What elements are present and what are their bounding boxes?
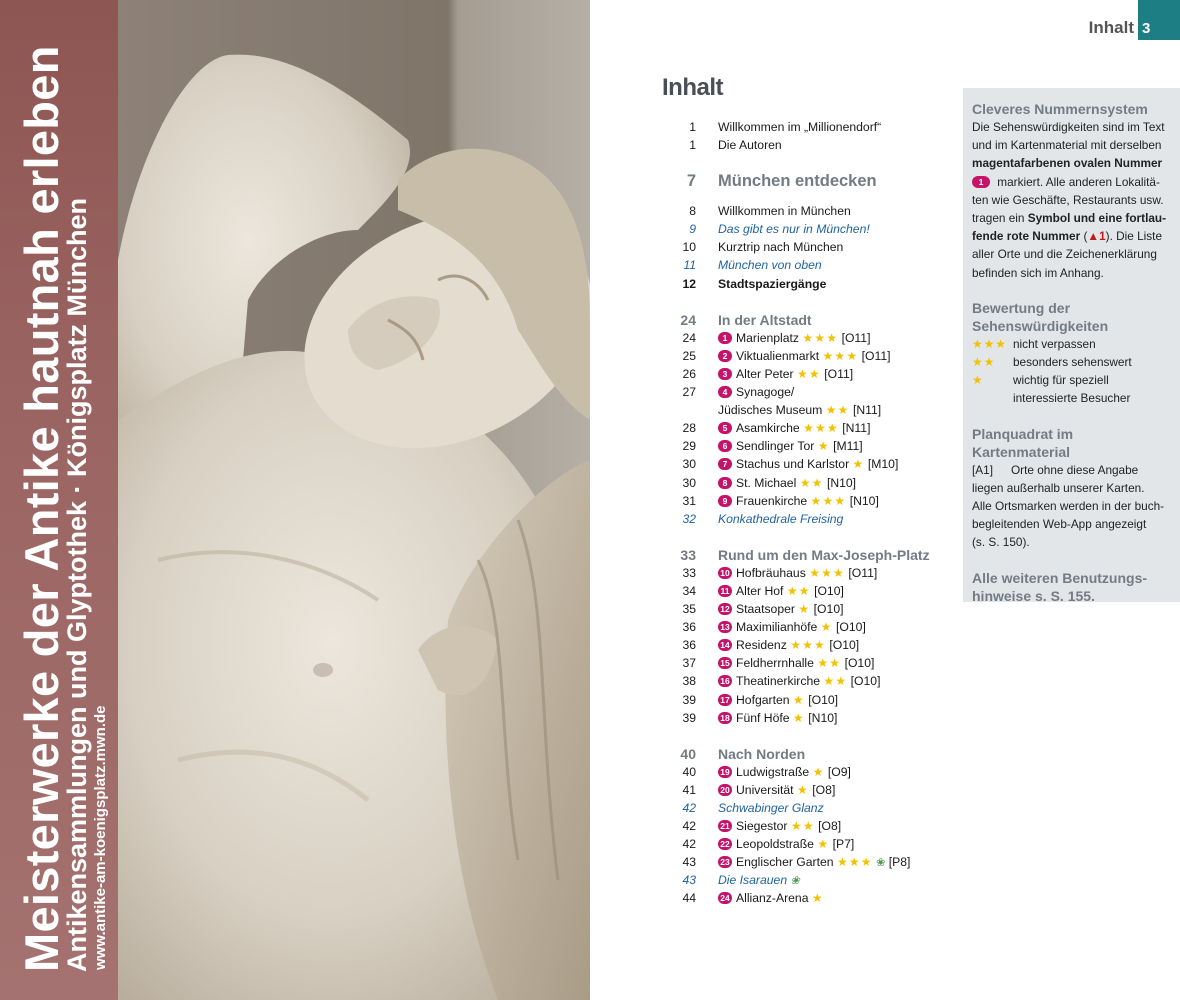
nature-icon: ❀ xyxy=(790,875,800,888)
sidebar-text-bold: fende rote Nummer xyxy=(972,229,1081,244)
sight-number-badge: 23 xyxy=(718,856,732,868)
grid-reference: [O10] xyxy=(850,674,881,689)
sidebar-heading-rating: Bewertung der xyxy=(972,299,1071,316)
stars-icon: ★★ xyxy=(823,674,848,689)
rating-label: interessierte Besucher xyxy=(1013,391,1131,406)
sight-number-badge: 1 xyxy=(718,332,732,344)
sidebar-text: Die Sehenswürdigkeiten sind im Text xyxy=(972,120,1165,134)
toc-label: Alter Peter xyxy=(736,366,794,381)
toc-page: 24 xyxy=(680,311,696,328)
grid-reference: [M11] xyxy=(833,439,863,454)
sight-number-badge: 20 xyxy=(718,784,732,796)
grid-reference: [O11] xyxy=(824,366,854,381)
toc-page: 39 xyxy=(682,692,696,707)
grid-reference: [O8] xyxy=(818,819,842,834)
toc-page: 10 xyxy=(682,240,696,255)
stars-icon: ★★ xyxy=(972,355,996,370)
toc-row[interactable] xyxy=(662,275,962,293)
toc-row[interactable] xyxy=(662,600,962,618)
rating-row xyxy=(972,371,1172,389)
toc-page: 34 xyxy=(682,583,696,598)
toc-label: Die Isarauen xyxy=(718,873,788,888)
toc-row[interactable] xyxy=(662,889,962,907)
toc-row[interactable] xyxy=(662,691,962,709)
toc-section-heading[interactable] xyxy=(662,546,962,564)
statue-illustration xyxy=(118,0,590,1000)
toc-page: 42 xyxy=(682,819,696,834)
sight-number-badge: 16 xyxy=(718,675,732,687)
toc-label: Sendlinger Tor xyxy=(736,439,815,454)
toc-page: 1 xyxy=(689,120,696,134)
stars-icon: ★★★ xyxy=(790,638,826,653)
sight-number-badge: 12 xyxy=(718,603,732,615)
sidebar-text: begleitenden Web-App angezeigt xyxy=(972,517,1147,532)
toc-row[interactable] xyxy=(662,492,962,510)
info-sidebar xyxy=(963,88,1180,602)
toc-label: Maximilianhöfe xyxy=(736,620,818,635)
toc-row[interactable] xyxy=(662,256,962,274)
sight-number-badge: 17 xyxy=(718,694,732,706)
stars-icon: ★ xyxy=(972,373,984,388)
toc-label: Ludwigstraße xyxy=(736,764,810,779)
toc-section-title: Rund um den Max-Joseph-Platz xyxy=(718,546,930,563)
sight-number-badge: 24 xyxy=(718,892,732,904)
grid-reference: [O10] xyxy=(813,602,844,617)
toc-label: Alter Hof xyxy=(736,583,784,598)
toc-page: 44 xyxy=(682,891,696,906)
toc-label: Universität xyxy=(736,782,794,797)
stars-icon: ★ xyxy=(820,620,833,635)
sidebar-text: aller Orte und die Zeichenerklärung xyxy=(972,247,1157,262)
toc-page: 42 xyxy=(682,837,696,852)
sight-number-badge: 4 xyxy=(718,386,732,398)
right-page xyxy=(590,0,1180,1000)
toc-page: 25 xyxy=(682,348,696,363)
toc-page: 43 xyxy=(682,873,696,888)
toc-row[interactable] xyxy=(662,510,962,528)
sidebar-text-part: tragen ein xyxy=(972,211,1028,226)
rating-row xyxy=(972,335,1172,353)
toc-label: Feldherrnhalle xyxy=(736,656,814,671)
toc-page: 41 xyxy=(682,782,696,797)
toc-row[interactable] xyxy=(662,853,962,871)
sight-number-badge: 9 xyxy=(718,495,732,507)
toc-page: 30 xyxy=(682,457,696,472)
grid-reference: [O11] xyxy=(841,330,871,345)
toc-row[interactable] xyxy=(662,817,962,835)
running-head: Inhalt xyxy=(1088,18,1134,37)
toc-row[interactable] xyxy=(662,365,962,383)
grid-reference: [N10] xyxy=(826,475,857,490)
toc-label: Willkommen in München xyxy=(718,204,851,219)
toc-row[interactable] xyxy=(662,474,962,492)
toc-section-title: In der Altstadt xyxy=(718,311,812,328)
toc-row[interactable] xyxy=(662,654,962,672)
grid-reference: [N11] xyxy=(852,403,882,418)
page-number-tab xyxy=(1138,0,1180,40)
toc-label: Leopoldstraße xyxy=(736,837,814,852)
sidebar-text xyxy=(972,209,1172,227)
red-number-example: 1 xyxy=(1099,229,1106,244)
grid-reference: [N11] xyxy=(842,421,871,436)
grid-reference: [O10] xyxy=(814,583,844,598)
sidebar-text-part: ( xyxy=(1080,229,1088,244)
toc-label: Fünf Höfe xyxy=(736,710,790,725)
toc-row[interactable] xyxy=(662,455,962,473)
toc-label: Frauenkirche xyxy=(736,493,808,508)
rating-label: nicht verpassen xyxy=(1013,336,1096,351)
toc-chapter[interactable] xyxy=(662,166,962,196)
sidebar-text: magentafarbenen ovalen Nummer xyxy=(972,156,1163,171)
toc-label: Siegestor xyxy=(736,819,788,834)
toc-label: St. Michael xyxy=(736,475,797,490)
sidebar-heading-rating: Sehenswürdigkeiten xyxy=(972,317,1109,334)
toc-label: Synagoge/ xyxy=(736,385,795,400)
grid-reference: [N10] xyxy=(808,710,838,725)
toc-page: 29 xyxy=(682,439,696,454)
stars-icon: ★ xyxy=(811,891,824,906)
toc-row[interactable] xyxy=(662,636,962,654)
sidebar-heading-numbering: Cleveres Nummernsystem xyxy=(972,101,1148,117)
toc-row[interactable] xyxy=(662,437,962,455)
sidebar-text-bold: Symbol und eine fortlau- xyxy=(1027,211,1167,226)
toc-page: 27 xyxy=(682,385,696,400)
toc-label: Englischer Garten xyxy=(736,855,834,870)
toc-row[interactable] xyxy=(662,672,962,690)
toc-page: 1 xyxy=(689,138,696,153)
grid-reference: [O10] xyxy=(829,638,860,653)
rating-label: besonders sehenswert xyxy=(1013,355,1132,370)
toc-page: 35 xyxy=(682,602,696,617)
grid-reference: [O11] xyxy=(861,348,891,363)
sight-number-badge: 14 xyxy=(718,639,732,651)
sidebar-text xyxy=(972,227,1172,245)
grid-reference: [O8] xyxy=(812,782,836,797)
stars-icon: ★★★ xyxy=(803,421,839,436)
sidebar-text-part: Orte ohne diese Angabe xyxy=(1011,462,1139,477)
stars-icon: ★★★ xyxy=(802,330,839,345)
sight-number-badge: 13 xyxy=(718,621,732,633)
toc-section-title: Nach Norden xyxy=(718,745,806,762)
sidebar-text: und im Kartenmaterial mit derselben xyxy=(972,138,1162,153)
page-number: 3 xyxy=(1142,20,1151,37)
toc-page: 40 xyxy=(682,764,696,779)
toc-label: Residenz xyxy=(736,638,787,653)
toc-label: Allianz-Arena xyxy=(736,891,809,906)
toc-row[interactable] xyxy=(662,329,962,347)
sidebar-text: Alle Ortsmarken werden in der buch- xyxy=(972,499,1165,513)
cover-subtitle: Antikensammlungen und Glyptothek · Königsplatz München xyxy=(62,197,92,972)
toc-page: 39 xyxy=(682,710,696,725)
rating-label: wichtig für speziell xyxy=(1013,373,1109,388)
grid-reference: [M10] xyxy=(867,457,899,472)
sight-number-badge: 3 xyxy=(718,368,732,380)
stars-icon: ★★★ xyxy=(809,565,845,580)
stars-icon: ★★ xyxy=(790,819,815,834)
toc-label: Schwabinger Glanz xyxy=(718,801,824,815)
toc-row[interactable] xyxy=(662,220,962,238)
toc-row[interactable] xyxy=(662,618,962,636)
toc-label: Kurztrip nach München xyxy=(718,240,844,255)
sight-number-badge: 10 xyxy=(718,567,732,579)
toc-page: 9 xyxy=(689,222,696,237)
toc-label: Das gibt es nur in München! xyxy=(718,222,870,237)
grid-reference: [O10] xyxy=(836,620,866,635)
toc-label: Jüdisches Museum xyxy=(718,403,823,418)
toc-page: 30 xyxy=(682,475,696,490)
toc-title: Inhalt xyxy=(662,74,723,101)
toc-label: Hofgarten xyxy=(736,692,790,707)
toc-page: 33 xyxy=(680,546,696,563)
stars-icon: ★★ xyxy=(825,403,850,418)
stars-icon: ★ xyxy=(817,439,830,454)
toc-label: Willkommen im „Millionendorf“ xyxy=(718,120,882,134)
cover-url[interactable]: www.antike-am-koenigsplatz.mwn.de xyxy=(92,705,109,970)
toc-page: 37 xyxy=(682,656,696,671)
sight-number-badge: 7 xyxy=(718,458,732,470)
stars-icon: ★ xyxy=(796,782,809,797)
toc-label: Stachus und Karlstor xyxy=(736,457,850,472)
toc-row[interactable] xyxy=(662,564,962,582)
sight-number-badge: 11 xyxy=(718,585,732,597)
rating-row xyxy=(972,353,1172,371)
toc-list xyxy=(662,118,962,908)
grid-reference: [O10] xyxy=(844,656,875,671)
sidebar-heading-grid: Planquadrat im Kartenmaterial xyxy=(972,425,1074,460)
toc-page: 26 xyxy=(682,366,696,381)
stars-icon: ★★★ xyxy=(810,493,847,508)
toc-row[interactable] xyxy=(662,202,962,220)
number-badge-example: 1 xyxy=(972,176,990,188)
toc-label: München von oben xyxy=(718,258,822,273)
toc-row[interactable] xyxy=(662,871,962,889)
sight-number-badge: 15 xyxy=(718,657,732,669)
toc-label: Viktualienmarkt xyxy=(736,348,820,363)
sight-number-badge: 2 xyxy=(718,350,732,362)
toc-page: 42 xyxy=(682,801,696,815)
toc-page: 24 xyxy=(682,330,696,345)
stars-icon: ★★ xyxy=(799,475,824,490)
toc-label: Die Autoren xyxy=(718,138,782,153)
toc-row[interactable] xyxy=(662,136,962,154)
nature-icon: ❀ xyxy=(876,857,886,870)
stars-icon: ★ xyxy=(817,837,830,852)
sidebar-text-part: markiert. Alle anderen Lokalitä- xyxy=(997,174,1160,189)
stars-icon: ★★ xyxy=(796,366,821,381)
toc-page: 12 xyxy=(682,276,696,291)
sidebar-text xyxy=(972,461,1172,479)
toc-row[interactable] xyxy=(662,781,962,799)
sidebar-more-info: Alle weiteren Benutzungs- xyxy=(972,569,1148,586)
toc-label: Staatsoper xyxy=(736,602,795,617)
sight-number-badge: 19 xyxy=(718,766,732,778)
grid-reference: [P8] xyxy=(888,855,911,870)
stars-icon: ★ xyxy=(798,602,811,617)
grid-reference: [O9] xyxy=(827,764,851,779)
toc-row[interactable] xyxy=(662,238,962,256)
stars-icon: ★★★ xyxy=(822,348,859,363)
toc-label: Asamkirche xyxy=(736,421,800,436)
toc-row[interactable] xyxy=(662,709,962,727)
stars-icon: ★ xyxy=(852,457,865,472)
toc-page: 7 xyxy=(686,172,696,191)
grid-reference: [O11] xyxy=(848,565,878,580)
stars-icon: ★★★ xyxy=(836,855,873,870)
stars-icon: ★★★ xyxy=(972,336,1007,351)
toc-label: Konkathedrale Freising xyxy=(718,511,844,526)
stars-icon: ★★ xyxy=(817,656,842,671)
stars-icon: ★ xyxy=(812,764,825,779)
toc-page: 43 xyxy=(682,855,696,870)
toc-row[interactable] xyxy=(662,763,962,781)
toc-row[interactable] xyxy=(662,118,962,136)
lock-icon: ▲ xyxy=(1087,229,1100,244)
grid-reference: [P7] xyxy=(832,837,855,852)
toc-row[interactable] xyxy=(662,401,962,419)
sight-number-badge: 18 xyxy=(718,712,732,724)
sight-number-badge: 8 xyxy=(718,477,732,489)
sight-number-badge: 21 xyxy=(718,820,732,832)
grid-reference: [N10] xyxy=(849,493,879,508)
toc-page: 11 xyxy=(683,258,696,273)
sight-number-badge: 6 xyxy=(718,440,732,452)
grid-reference: [O10] xyxy=(808,692,839,707)
sight-number-badge: 22 xyxy=(718,838,732,850)
toc-page: 38 xyxy=(682,674,696,689)
sight-number-badge: 5 xyxy=(718,422,732,434)
toc-page: 36 xyxy=(682,620,696,635)
sidebar-more-info: hinweise s. S. 155. xyxy=(972,587,1095,604)
stars-icon: ★ xyxy=(792,710,805,725)
toc-label: Stadtspaziergänge xyxy=(718,276,827,291)
stars-icon: ★★ xyxy=(786,583,811,598)
toc-row[interactable] xyxy=(662,383,962,401)
grid-code-example: [A1] xyxy=(972,462,993,477)
sidebar-text xyxy=(972,173,1172,191)
sidebar-text: befinden sich im Anhang. xyxy=(972,265,1104,280)
toc-page: 36 xyxy=(682,638,696,653)
toc-row[interactable] xyxy=(662,419,962,437)
toc-page: 32 xyxy=(682,511,696,526)
sidebar-text: (s. S. 150). xyxy=(972,535,1030,550)
sidebar-text-part: ). Die Liste xyxy=(1105,229,1163,244)
toc-label: Theatinerkirche xyxy=(736,674,820,689)
toc-section-heading[interactable] xyxy=(662,311,962,329)
sidebar-text: liegen außerhalb unserer Karten. xyxy=(972,480,1145,495)
toc-page: 8 xyxy=(689,204,696,219)
toc-row[interactable] xyxy=(662,835,962,853)
toc-row[interactable] xyxy=(662,347,962,365)
sidebar-text: ten wie Geschäfte, Restaurants usw. xyxy=(972,192,1164,207)
stars-icon: ★ xyxy=(792,692,805,707)
cover-title: Meisterwerke der Antike hautnah erleben xyxy=(15,45,68,972)
toc-page: 28 xyxy=(682,421,696,436)
toc-label: Hofbräuhaus xyxy=(736,565,806,580)
toc-page: 31 xyxy=(682,493,696,508)
toc-row[interactable] xyxy=(662,799,962,817)
statue-photo xyxy=(118,0,590,1000)
toc-label: Marienplatz xyxy=(736,330,799,345)
toc-section-heading[interactable] xyxy=(662,745,962,763)
toc-page: 40 xyxy=(680,745,696,762)
toc-chapter-label: München entdecken xyxy=(718,172,877,191)
toc-page: 33 xyxy=(682,565,696,580)
toc-row[interactable] xyxy=(662,582,962,600)
